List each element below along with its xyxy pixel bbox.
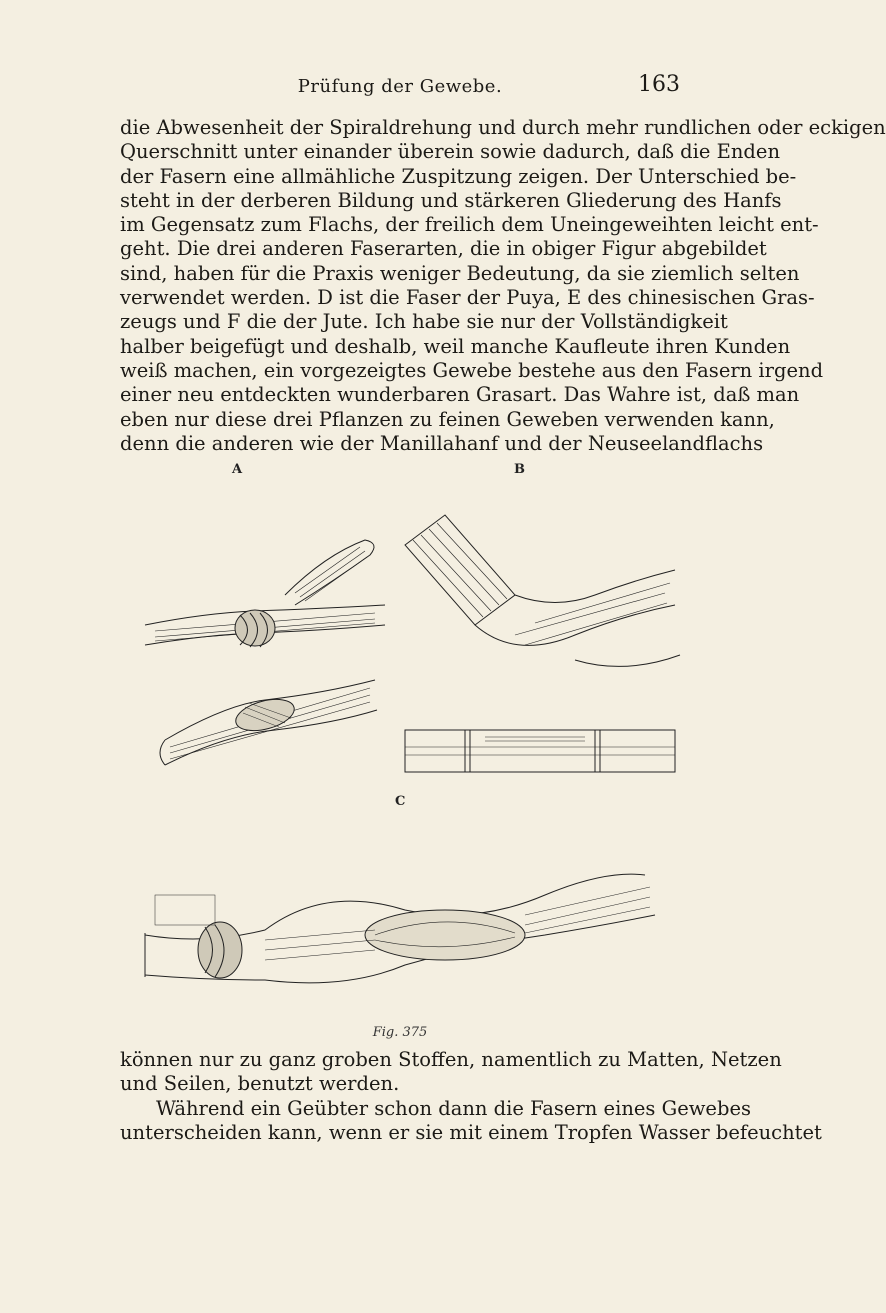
figure-label-c: C	[395, 794, 406, 809]
figure-caption: Fig. 375	[372, 1025, 428, 1040]
body-paragraph-1	[120, 116, 886, 456]
fiber-illustration-b	[395, 485, 685, 785]
text-line: halber beigefügt und deshalb, weil manche Kaufleute ihren Kunden	[120, 334, 791, 358]
body-paragraph-2	[120, 1048, 822, 1145]
page-number: 163	[638, 72, 680, 97]
text-line: weiß machen, ein vorgezeigtes Gewebe bestehe aus den Fasern irgend	[120, 358, 824, 382]
text-line: verwendet werden. D ist die Faser der Puya, E des chinesischen Gras-	[120, 286, 815, 310]
text-line: steht in der derberen Bildung und stärkeren Gliederung des Hanfs	[120, 188, 782, 212]
running-head	[120, 72, 680, 102]
text-line: die Abwesenheit der Spiraldrehung und durch mehr rundlichen oder eckigen	[120, 116, 886, 139]
text-line: sind, haben für die Praxis weniger Bedeutung, da sie ziemlich selten	[120, 261, 800, 285]
text-line: können nur zu ganz groben Stoffen, namentlich zu Matten, Netzen	[120, 1048, 782, 1071]
running-title: Prüfung der Gewebe.	[297, 76, 503, 97]
text-line: und Seilen, benutzt werden.	[120, 1072, 400, 1096]
text-line: unterscheiden kann, wenn er sie mit einem Tropfen Wasser befeuchtet	[120, 1120, 822, 1144]
text-line: einer neu entdeckten wunderbaren Grasart. Das Wahre ist, daß man	[120, 383, 800, 407]
text-line: zeugs und F die der Jute. Ich habe sie nur der Vollständigkeit	[120, 310, 728, 334]
fiber-illustration-c	[145, 815, 675, 1020]
figure-label-a: A	[232, 462, 243, 477]
figure-label-b: B	[514, 462, 525, 477]
text-line: denn die anderen wie der Manillahanf und der Neuseelandflachs	[120, 431, 764, 455]
fiber-illustration-a	[145, 485, 395, 780]
text-line: Querschnitt unter einander überein sowie dadurch, daß die Enden	[120, 140, 781, 164]
text-line: im Gegensatz zum Flachs, der freilich dem Uneingeweihten leicht ent-	[120, 213, 819, 237]
text-line: geht. Die drei anderen Faserarten, die in obiger Figur abgebildet	[120, 237, 767, 261]
text-line: eben nur diese drei Pflanzen zu feinen Geweben verwenden kann,	[120, 407, 775, 431]
text-line: Während ein Geübter schon dann die Fasern eines Gewebes	[156, 1096, 752, 1120]
text-line: der Fasern eine allmähliche Zuspitzung zeigen. Der Unterschied be-	[120, 164, 797, 188]
